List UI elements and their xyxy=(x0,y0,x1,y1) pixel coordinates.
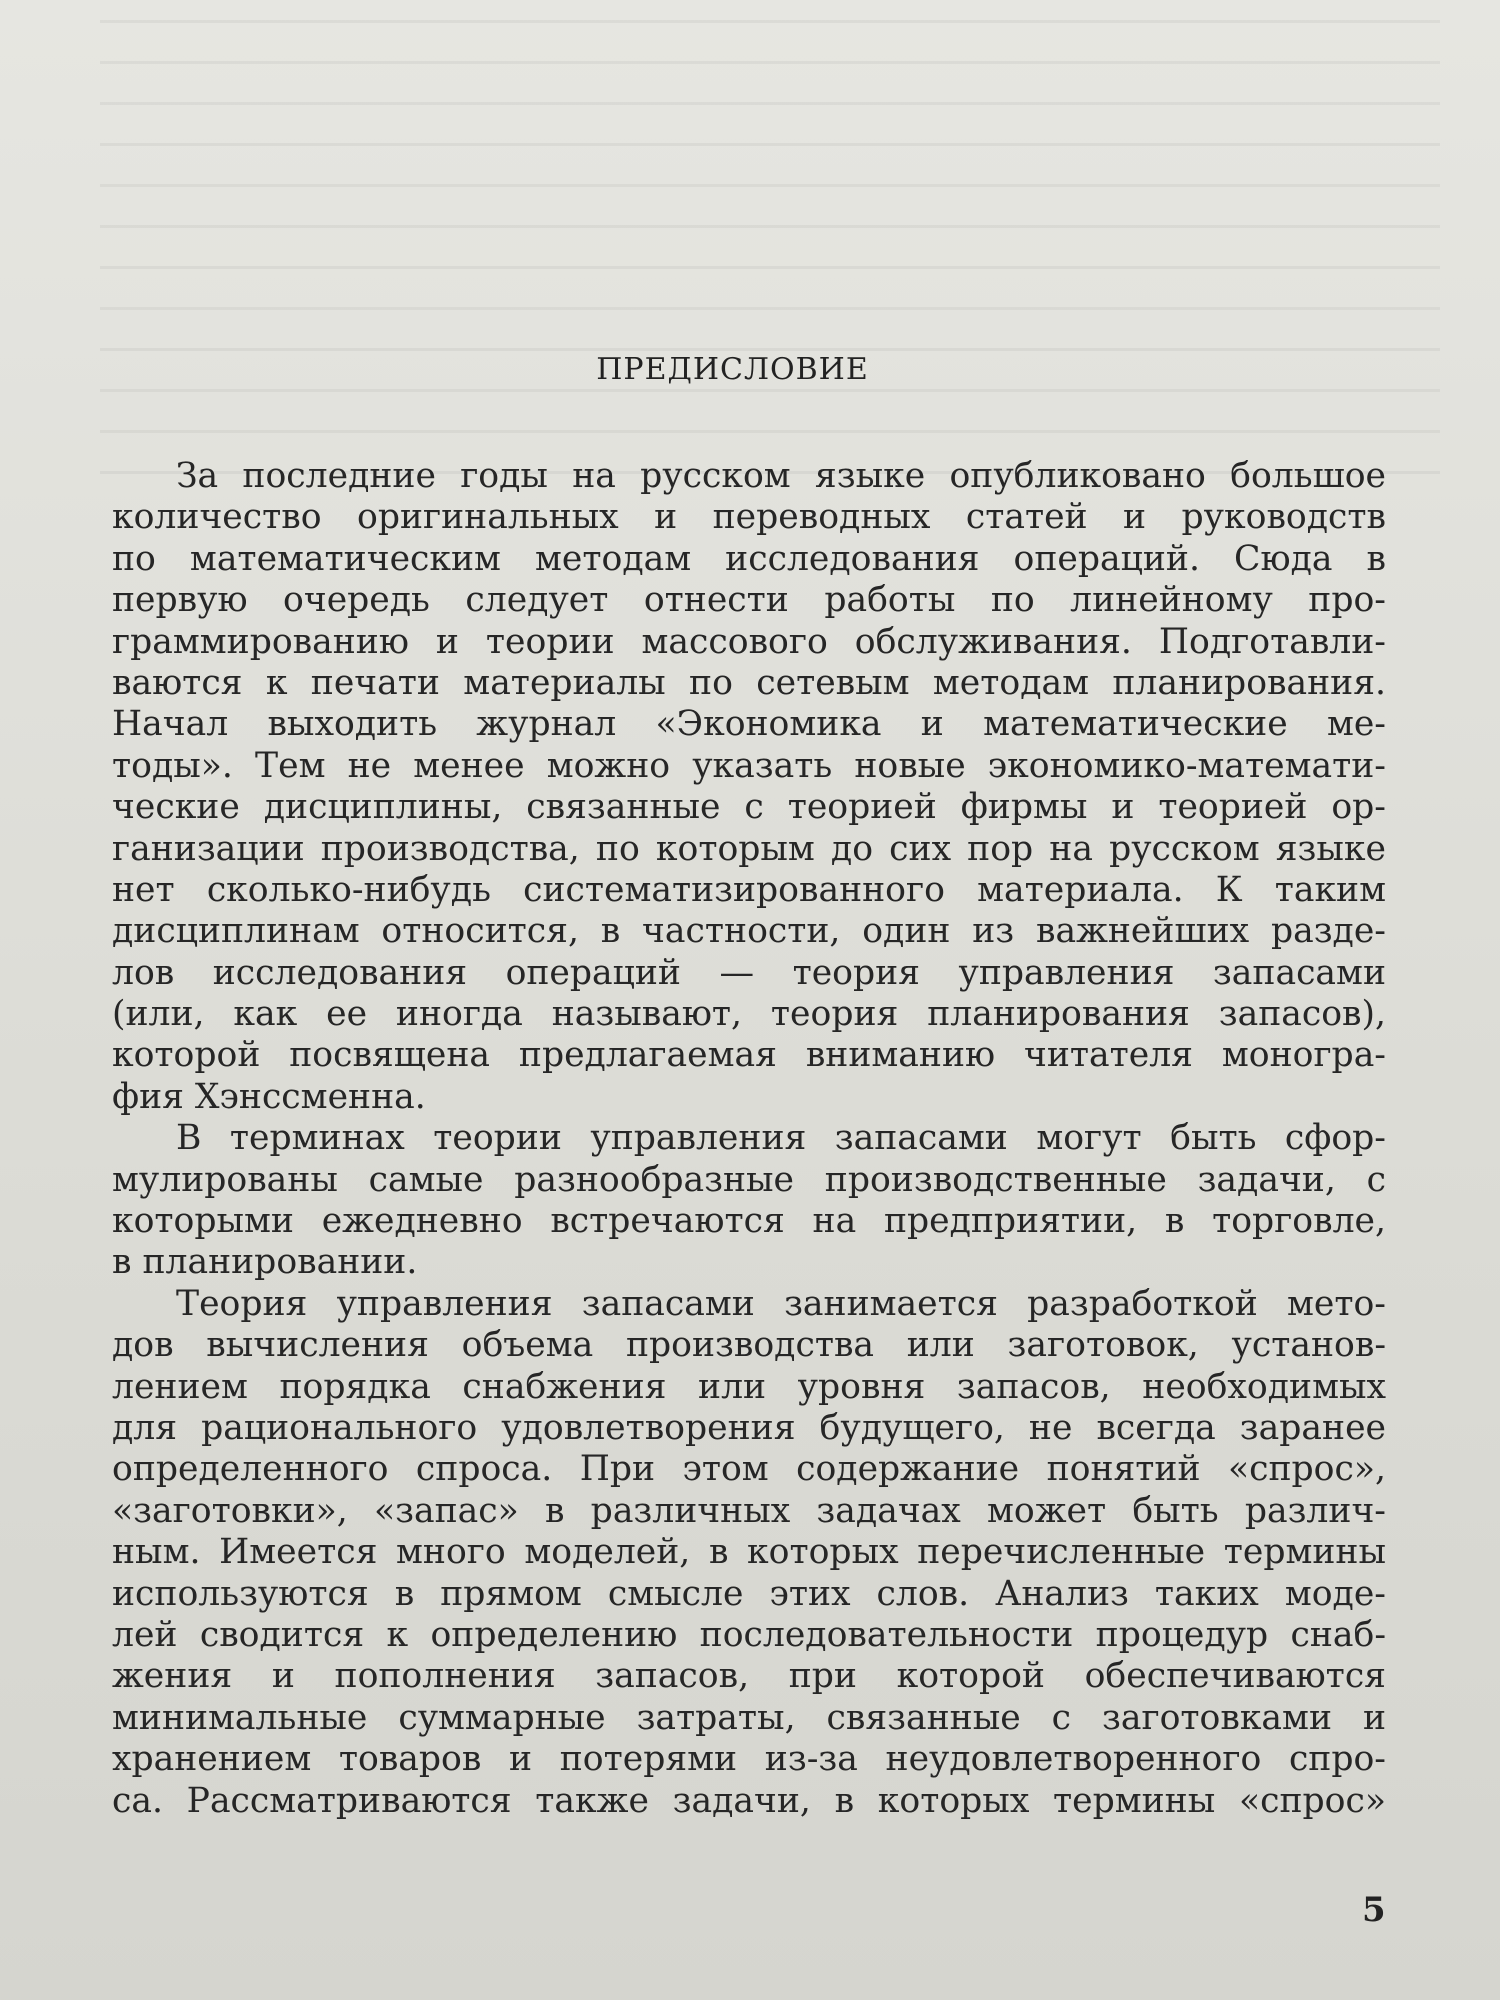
text-line: в планировании. xyxy=(112,1242,418,1283)
text-line: лением порядка снабжения или уровня запасов, необходимых xyxy=(112,1366,1386,1407)
text-line: (или, как ее иногда называют, теория планирования запасов), xyxy=(112,994,1386,1035)
text-line: ваются к печати материалы по сетевым методам планирования. xyxy=(112,662,1386,703)
text-line: жения и пополнения запасов, при которой обеспечиваются xyxy=(112,1656,1386,1697)
text-line: лов исследования операций — теория управления запасами xyxy=(112,952,1386,993)
page-number: 5 xyxy=(1362,1890,1386,1930)
text-line: ганизации производства, по которым до сих пор на русском языке xyxy=(112,828,1386,869)
text-line: Теория управления запасами занимается разработкой мето- xyxy=(176,1283,1386,1324)
text-line: которыми ежедневно встречаются на предприятии, в торговле, xyxy=(112,1201,1386,1242)
text-line: фия Хэнссменна. xyxy=(112,1076,426,1117)
text-line: тоды». Тем не менее можно указать новые экономико-математи- xyxy=(112,745,1386,786)
text-line: используются в прямом смысле этих слов. Анализ таких моде- xyxy=(112,1573,1386,1614)
text-line: ческие дисциплины, связанные с теорией фирмы и теорией ор- xyxy=(112,787,1386,828)
text-line: дисциплинам относится, в частности, один из важнейших разде- xyxy=(112,911,1386,952)
text-line: граммированию и теории массового обслуживания. Подготавли- xyxy=(112,621,1386,662)
show-through-text xyxy=(100,20,1440,500)
text-line: минимальные суммарные затраты, связанные с заготовками и xyxy=(112,1697,1386,1738)
text-line: Начал выходить журнал «Экономика и математические ме- xyxy=(112,704,1386,745)
text-line: определенного спроса. При этом содержание понятий «спрос», xyxy=(112,1449,1386,1490)
text-line: са. Рассматриваются также задачи, в которых термины «спрос» xyxy=(112,1780,1386,1821)
body-text xyxy=(112,456,1386,1822)
text-line: по математическим методам исследования операций. Сюда в xyxy=(112,538,1386,579)
text-line: нет сколько-нибудь систематизированного материала. К таким xyxy=(112,869,1386,910)
text-line: ным. Имеется много моделей, в которых перечисленные термины xyxy=(112,1532,1386,1573)
text-line: мулированы самые разнообразные производственные задачи, с xyxy=(112,1159,1386,1200)
text-line: лей сводится к определению последовательности процедур снаб- xyxy=(112,1614,1386,1655)
text-line: которой посвящена предлагаемая вниманию читателя моногра- xyxy=(112,1035,1386,1076)
text-line: первую очередь следует отнести работы по линейному про- xyxy=(112,580,1386,621)
text-line: хранением товаров и потерями из-за неудовлетворенного спро- xyxy=(112,1739,1386,1780)
page-title: ПРЕДИСЛОВИЕ xyxy=(596,352,869,387)
text-line: дов вычисления объема производства или заготовок, установ- xyxy=(112,1325,1386,1366)
text-line: В терминах теории управления запасами могут быть сфор- xyxy=(176,1118,1386,1159)
text-line: количество оригинальных и переводных статей и руководств xyxy=(112,497,1386,538)
text-line: «заготовки», «запас» в различных задачах может быть различ- xyxy=(112,1490,1386,1531)
text-line: За последние годы на русском языке опубликовано большое xyxy=(176,456,1386,496)
text-line: для рационального удовлетворения будущего, не всегда заранее xyxy=(112,1407,1386,1448)
